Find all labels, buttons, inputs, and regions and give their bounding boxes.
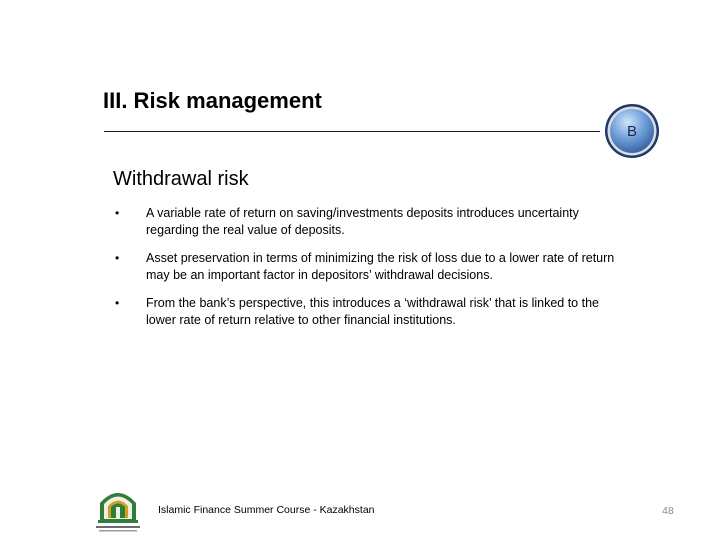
bullet-text: A variable rate of return on saving/investments deposits introduces uncertainty regarding the real value of deposits.	[146, 206, 579, 237]
title-divider	[104, 131, 600, 132]
section-heading: Withdrawal risk	[113, 168, 249, 190]
page-number: 48	[662, 505, 674, 517]
list-item	[113, 205, 623, 239]
page-title: III. Risk management	[103, 88, 322, 113]
bullet-icon: •	[115, 251, 120, 265]
bullet-list	[113, 205, 623, 340]
footer-course: Islamic Finance Summer Course - Kazakhstan	[158, 504, 375, 516]
list-item	[113, 295, 623, 329]
bullet-text: Asset preservation in terms of minimizing the risk of loss due to a lower rate of return may be an important factor in depositors’ withdrawal decisions.	[146, 251, 615, 282]
institution-logo-icon	[90, 485, 146, 535]
section-badge	[602, 102, 662, 160]
bullet-text: From the bank’s perspective, this introduces a ‘withdrawal risk’ that is linked to the lower rate of return relative to other financial institutions.	[146, 296, 599, 327]
list-item	[113, 250, 623, 284]
bullet-icon: •	[115, 296, 120, 310]
bullet-icon: •	[115, 206, 120, 220]
badge-label: B	[626, 122, 637, 140]
